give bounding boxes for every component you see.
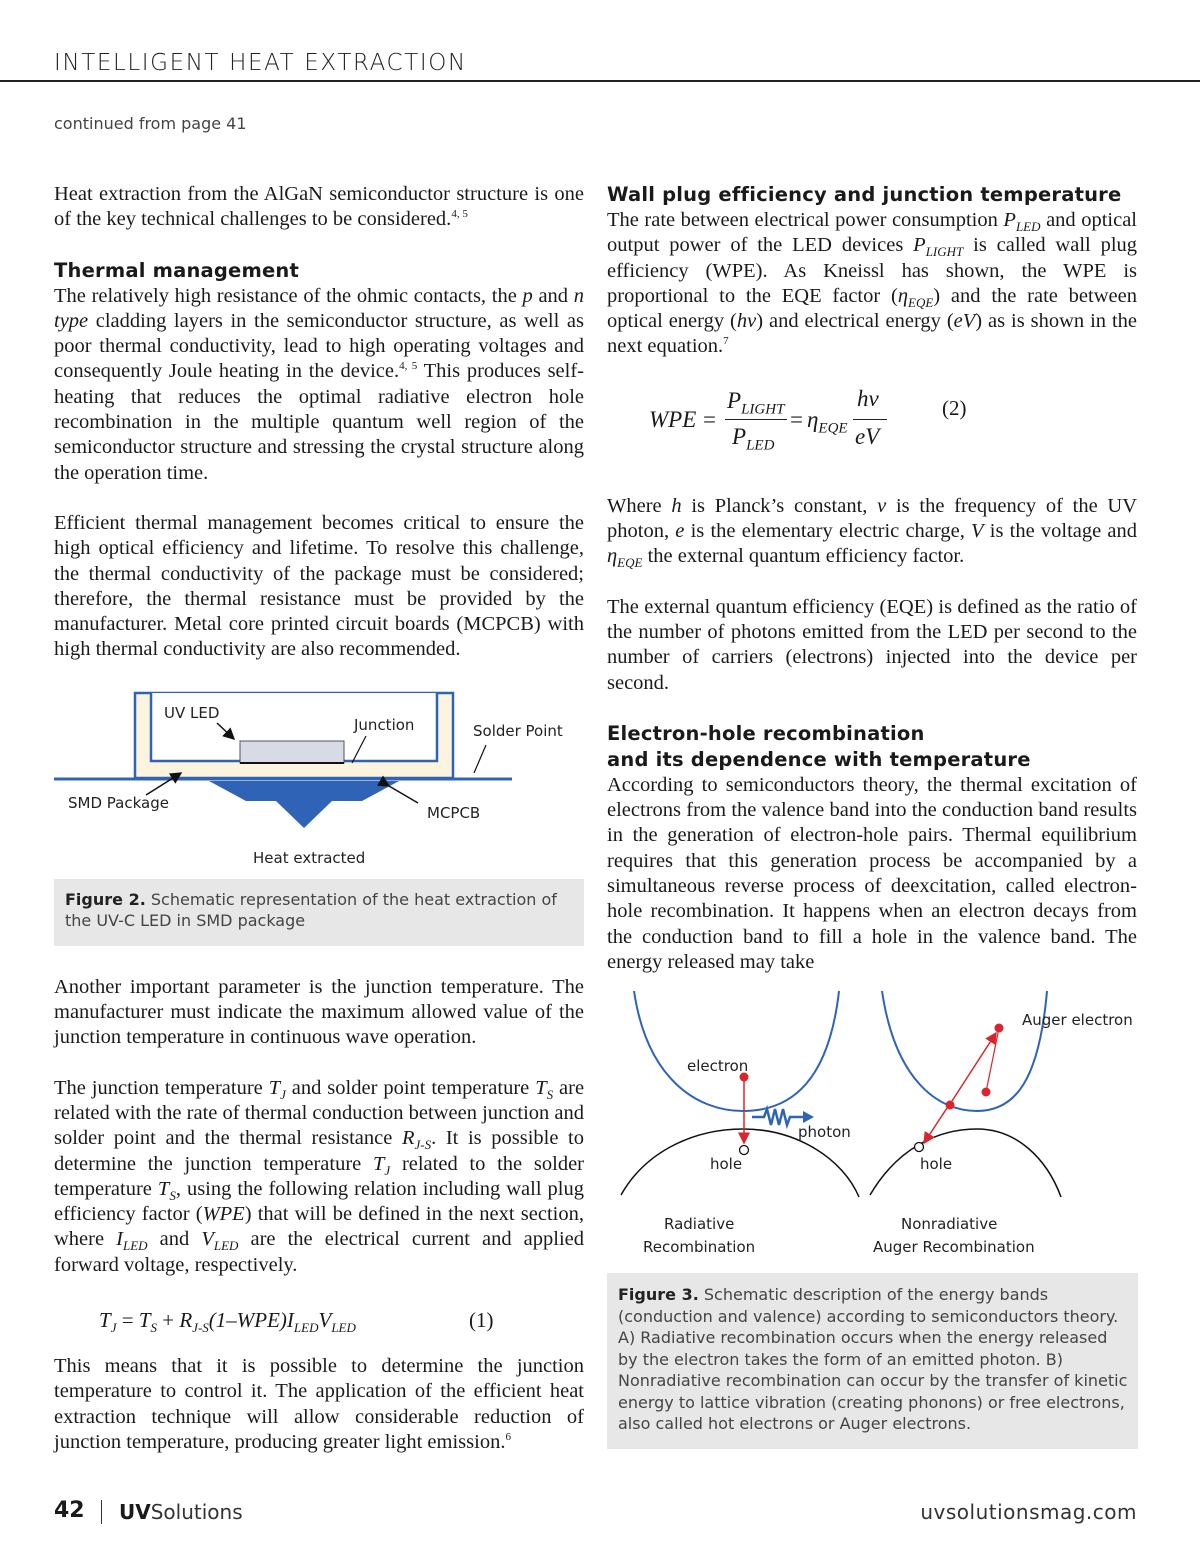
label-smd-package: SMD Package: [68, 793, 169, 812]
continued-note: continued from page 41: [54, 114, 247, 133]
led-chip: [240, 741, 344, 763]
section-heading-thermal: Thermal management: [54, 258, 300, 282]
heat-arrow: [209, 781, 399, 828]
page-number: 42: [54, 1498, 85, 1523]
section-heading-recombination: Electron-hole recombination and its dependence with temperature: [607, 721, 1031, 771]
fraction-bar: [853, 419, 887, 421]
photon-arrowhead: [803, 1111, 814, 1123]
header-rule: [0, 80, 1200, 82]
label-junction: Junction: [354, 715, 415, 734]
equation-2-number: (2): [942, 395, 967, 420]
conduction-band-b: [882, 991, 1047, 1111]
equation-1: $T_J = T_S + R_{J-S}(1-WPE)I_{LED}V_{LED}$ (1): [99, 1308, 494, 1336]
paragraph: Efficient thermal management becomes critical to ensure the high optical efficiency and lifetime. To resolve this challenge, the thermal conductivity of the package must be considered; therefore, the thermal resistance must be provided by the manufacturer. Metal core printed circuit boards (MCPCB) with high thermal conductivity are also recommended.: [54, 511, 584, 661]
label-radiative-2: Recombination: [643, 1238, 756, 1257]
pointer-mcpcb: [389, 786, 418, 803]
paragraph: This means that it is possible to determine the junction temperature to control it. The application of the efficient heat extraction technique will allow considerable reduction of junction temperature, producing greater light emission.$^6$: [54, 1355, 584, 1453]
label-nonradiative-1: Nonradiative: [901, 1215, 998, 1234]
label-photon: photon: [798, 1123, 851, 1142]
label-radiative-1: Radiative: [664, 1215, 735, 1234]
paragraph: Another important parameter is the junction temperature. The manufacturer must indicate the maximum allowed value of the junction temperature in continuous wave operation.: [54, 975, 584, 1049]
paragraph: Where h is Planck’s constant, ν is the frequency of the UV photon, e is the elementary electric charge, V is the voltage and $\eta_{EQE}$ the external quantum efficiency factor.: [607, 494, 1138, 571]
running-header: INTELLIGENT HEAT EXTRACTION: [54, 50, 467, 76]
paragraph: The relatively high resistance of the ohmic contacts, the p and n type cladding layers in the semiconductor structure, as well as poor thermal conductivity, lead to high operating voltages and consequently Joule heating in the device.$^{4, 5}$ This produces self-heating that reduces the optimal radiative electron hole recombination in the multiple quantum well region of the semiconductor structure and stressing the crystal structure along the operation time.: [54, 284, 585, 484]
figure-3-caption: Figure 3. Schematic description of the energy bands (conduction and valence) according to semiconductors theory. A) Radiative recombination occurs when the energy released by the electron takes the form of an emitted photon. B) Nonradiative recombination can occur by the transfer of kinetic energy to lattice vibration (creating phonons) or free electrons, also called hot electrons or Auger electrons.: [607, 1273, 1138, 1449]
magazine-brand: UVSolutions: [119, 1500, 243, 1524]
hole-a: [740, 1146, 749, 1155]
transition-arrow-b: [924, 1108, 947, 1143]
figure-3: [607, 989, 1138, 1449]
label-nonradiative-2: Auger Recombination: [873, 1238, 1035, 1257]
label-auger-electron: Auger electron: [1022, 1011, 1133, 1030]
label-mcpcb: MCPCB: [427, 803, 481, 822]
label-hole-a: hole: [710, 1155, 743, 1174]
label-electron: electron: [687, 1057, 749, 1076]
hole-b: [915, 1143, 924, 1152]
figure-2-caption: Figure 2. Schematic representation of the heat extraction of the UV-C LED in SMD package: [54, 879, 584, 946]
paragraph: Heat extraction from the AlGaN semiconductor structure is one of the key technical challenges to be considered.$^{4, 5}$: [54, 183, 584, 231]
right-column: [607, 182, 1137, 1449]
energy-band-diagram: [607, 989, 1138, 1273]
footer-url: uvsolutionsmag.com: [920, 1500, 1137, 1524]
conduction-band-a: [634, 991, 839, 1111]
paragraph: The junction temperature $T_J$ and solder point temperature $T_S$ are related with the rate of thermal conduction between junction and solder point and the thermal resistance $R_{J-S}$. It is possible to determine the junction temperature $T_J$ related to the solder temperature $T_S$, using the following relation including wall plug efficiency factor (WPE) that will be defined in the next section, where $I_{LED}$ and $V_{LED}$ are the electrical current and applied forward voltage, respectively.: [54, 1076, 585, 1276]
label-hole-b: hole: [920, 1155, 953, 1174]
heat-extraction-diagram: [54, 683, 584, 879]
paragraph: According to semiconductors theory, the thermal excitation of electrons from the valence band into the conduction band results in the generation of electron-hole pairs. Thermal equilibrium requires that this generation process be accompanied by a simultaneous reverse process of deexcitation, called electron-hole recombination. It happens when an electron decays from the conduction band to fill a hole in the valence band. The energy released may take: [607, 773, 1137, 973]
paragraph: The rate between electrical power consumption $P_{LED}$ and optical output power of the LED devices $P_{LIGHT}$ is called wall plug efficiency (WPE). As Kneissl has shown, the WPE is proportional to the EQE factor $(\eta_{EQE})$ and the rate between optical energy (hν) and electrical energy (eV) as is shown in the next equation.$^7$: [607, 209, 1138, 358]
left-column: [54, 182, 584, 1480]
label-heat-extracted: Heat extracted: [253, 848, 366, 867]
fraction-bar: [725, 419, 787, 421]
equation-1-number: (1): [469, 1308, 494, 1333]
section-heading-wpe: Wall plug efficiency and junction temperature: [607, 183, 1122, 206]
pointer-solder-point: [474, 745, 486, 773]
figure-2: [54, 683, 584, 946]
paragraph: The external quantum efficiency (EQE) is defined as the ratio of the number of photons emitted from the LED per second to the number of carriers (electrons) injected into the device per second.: [607, 595, 1137, 694]
valence-band-b: [870, 1129, 1061, 1197]
label-uv-led: UV LED: [164, 703, 220, 722]
footer-separator: [101, 1500, 102, 1524]
photon-icon: [752, 1109, 803, 1125]
equation-2: WPE = $P_{LIGHT}$ $P_{LED}$ = $\eta_{EQE}$ hν eV (2): [649, 385, 967, 454]
label-solder-point: Solder Point: [473, 721, 563, 740]
